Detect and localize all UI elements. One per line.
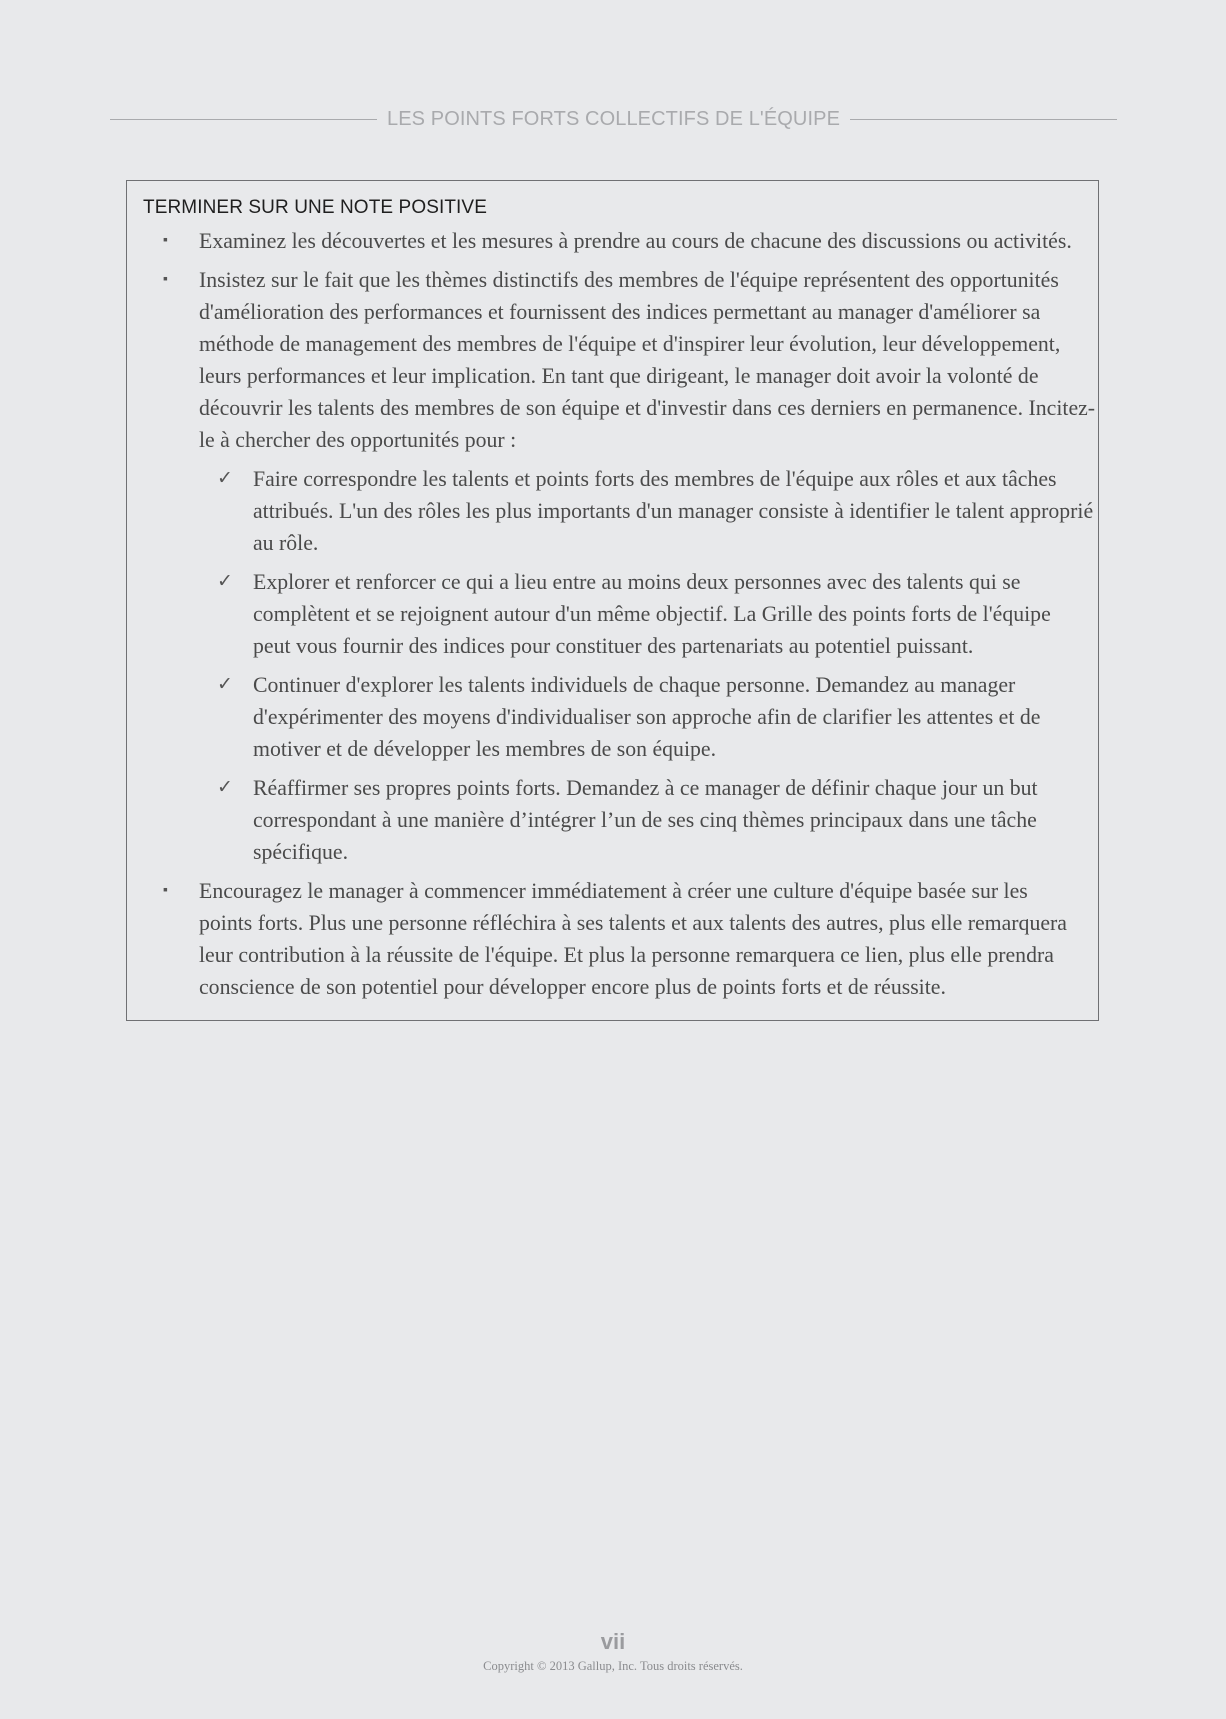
sublist-item <box>199 772 1127 868</box>
paragraph-line: Insistez sur le fait que les thèmes distinctifs des membres de l'équipe représentent des opportunités <box>199 268 1059 292</box>
paragraph-line: complètent et se rejoignent autour d'un même objectif. La Grille des points forts de l'équipe <box>253 602 1051 626</box>
checkmark-icon: ✓ <box>217 776 233 798</box>
paragraph-line: peut vous fournir des indices pour constituer des partenariats au potentiel puissant. <box>253 634 974 658</box>
page-number: vii <box>600 1629 626 1654</box>
paragraph-line: méthode de management des membres de l'équipe et d'inspirer leur évolution, leur développement, <box>199 332 1061 356</box>
list-item <box>127 875 1127 1003</box>
section-heading: TERMINER SUR UNE NOTE POSITIVE <box>143 197 487 218</box>
sublist-item <box>199 669 1127 765</box>
list-item <box>127 225 1127 257</box>
paragraph-line: d'expérimenter des moyens d'individualiser son approche afin de clarifier les attentes et de <box>253 705 1041 729</box>
header-rule-left <box>110 119 377 120</box>
paragraph-line: d'amélioration des performances et fournissent des indices permettant au manager d'améliorer sa <box>199 300 1041 324</box>
checkmark-icon: ✓ <box>217 673 233 695</box>
paragraph-line: le à chercher des opportunités pour : <box>199 428 517 452</box>
checkmark-icon: ✓ <box>217 467 233 489</box>
paragraph-line: Explorer et renforcer ce qui a lieu entre au moins deux personnes avec des talents qui se <box>253 570 1021 594</box>
bullet-list <box>127 225 1127 1010</box>
paragraph-line: leurs performances et leur implication. En tant que dirigeant, le manager doit avoir la volonté de <box>199 364 1039 388</box>
square-bullet-icon: ▪ <box>163 233 168 248</box>
square-bullet-icon: ▪ <box>163 883 168 898</box>
paragraph-line: spécifique. <box>253 840 349 864</box>
paragraph-line: Réaffirmer ses propres points forts. Demandez à ce manager de définir chaque jour un but <box>253 776 1038 800</box>
positive-note-box <box>126 180 1099 1021</box>
paragraph-line: points forts. Plus une personne réfléchira à ses talents et aux talents des autres, plus elle remarquera <box>199 911 1067 935</box>
square-bullet-icon: ▪ <box>163 272 168 287</box>
page-header-title: LES POINTS FORTS COLLECTIFS DE L'ÉQUIPE <box>387 107 841 130</box>
header-rule-right <box>850 119 1117 120</box>
paragraph-line: au rôle. <box>253 531 319 555</box>
paragraph-line: motiver et de développer les membres de son équipe. <box>253 737 717 761</box>
paragraph-line: découvrir les talents des membres de son équipe et d'investir dans ces derniers en permanence. Incitez- <box>199 396 1096 420</box>
checkmark-sublist <box>199 463 1127 868</box>
paragraph-line: Examinez les découvertes et les mesures à prendre au cours de chacune des discussions ou activités. <box>199 229 1072 253</box>
list-item <box>127 264 1127 868</box>
paragraph-line: attribués. L'un des rôles les plus importants d'un manager consiste à identifier le talent approprié <box>253 499 1094 523</box>
sublist-item <box>199 566 1127 662</box>
copyright-notice: Copyright © 2013 Gallup, Inc. Tous droits réservés. <box>483 1659 743 1673</box>
paragraph-line: conscience de son potentiel pour développer encore plus de points forts et de réussite. <box>199 975 946 999</box>
page-header <box>110 104 1117 134</box>
paragraph-line: Continuer d'explorer les talents individuels de chaque personne. Demandez au manager <box>253 673 1016 697</box>
sublist-item <box>199 463 1127 559</box>
paragraph-line: correspondant à une manière d’intégrer l’un de ses cinq thèmes principaux dans une tâche <box>253 808 1037 832</box>
paragraph-line: leur contribution à la réussite de l'équipe. Et plus la personne remarquera ce lien, plus elle prendra <box>199 943 1054 967</box>
checkmark-icon: ✓ <box>217 570 233 592</box>
paragraph-line: Faire correspondre les talents et points forts des membres de l'équipe aux rôles et aux tâches <box>253 467 1057 491</box>
paragraph-line: Encouragez le manager à commencer immédiatement à créer une culture d'équipe basée sur les <box>199 879 1028 903</box>
